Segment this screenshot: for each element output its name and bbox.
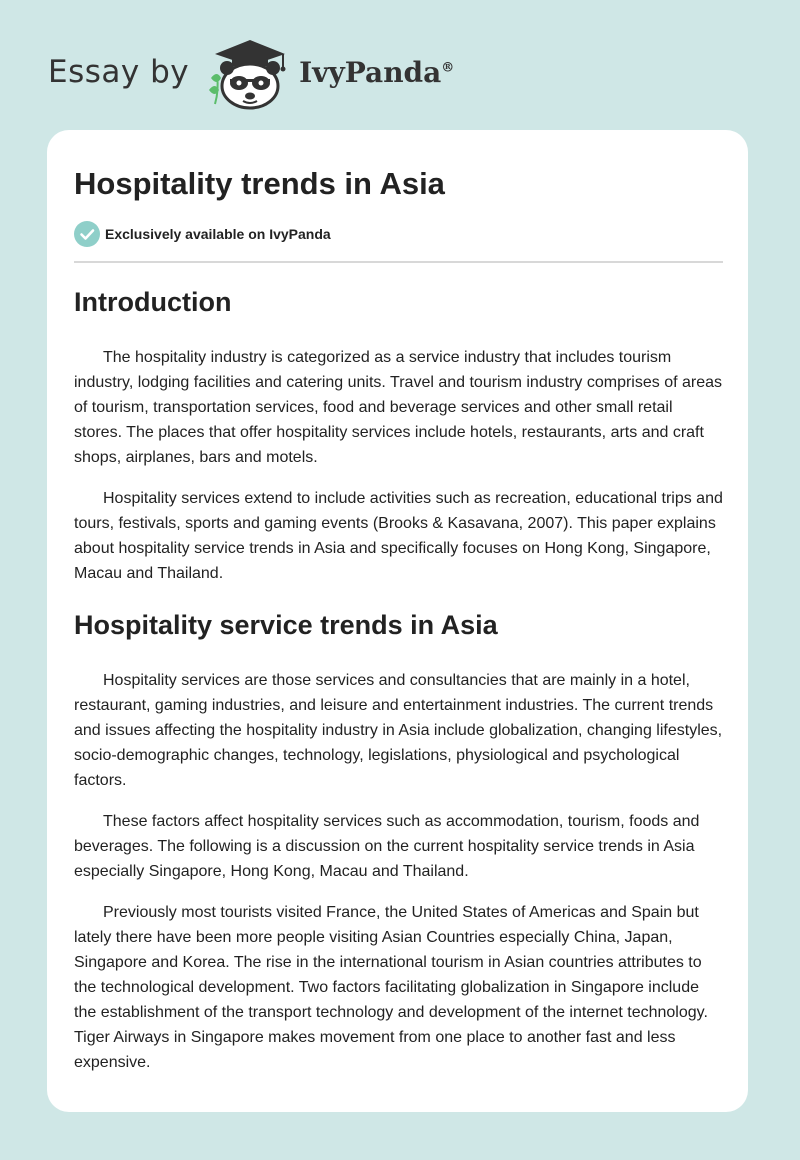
site-header [48, 34, 454, 110]
paragraph: Previously most tourists visited France, the United States of Americas and Spain but lately there have been more people visiting Asian Countries especially China, Japan, Singapore and Korea. The rise in the international tourism in Asian countries attributes to the technological development. Two factors facilitating globalization in Singapore include the establishment of the transport technology and development of the internet technology. Tiger Airways in Singapore makes movement from one place to another fast and less expensive. [74, 904, 708, 1071]
paragraph: The hospitality industry is categorized as a service industry that includes tourism industry, lodging facilities and catering units. Travel and tourism industry comprises of areas of tourism, transportation services, food and beverage services and other small retail stores. The places that offer hospitality services include hotels, restaurants, arts and craft shops, airplanes, bars and motels. [74, 349, 723, 466]
exclusive-badge [74, 221, 331, 247]
essay-by-label: Essay by [48, 54, 190, 90]
page-title: Hospitality trends in Asia [74, 166, 445, 201]
paragraph: Hospitality services are those services and consultancies that are mainly in a hotel, restaurant, gaming industries, and leisure and entertainment industries. The current trends and issues affecting the hospitality industry in Asia include globalization, changing lifestyles, socio-demographic changes, technology, legislations, physiological and psychological factors. [74, 672, 723, 789]
check-circle-icon [74, 221, 100, 247]
paragraph: Hospitality services extend to include activities such as recreation, educational trips and tours, festivals, sports and gaming events (Brooks & Kasavana, 2007). This paper explains about hospitality service trends in Asia and specifically focuses on Hong Kong, Singapore, Macau and Thailand. [74, 490, 723, 582]
section-heading-introduction: Introduction [74, 287, 232, 317]
essay-card [47, 130, 748, 1112]
section-heading-trends: Hospitality service trends in Asia [74, 610, 498, 640]
brand-name[interactable] [299, 56, 454, 89]
paragraph: These factors affect hospitality services such as accommodation, tourism, foods and beverages. The following is a discussion on the current hospitality service trends in Asia especially Singapore, Hong Kong, Macau and Thailand. [74, 813, 700, 880]
brand-name-text: IvyPanda [299, 55, 442, 89]
divider [74, 261, 723, 263]
exclusive-label: Exclusively available on IvyPanda [105, 226, 331, 242]
ivypanda-logo-icon[interactable] [205, 34, 295, 110]
essay-content [74, 278, 723, 1075]
registered-mark: ® [441, 60, 455, 76]
